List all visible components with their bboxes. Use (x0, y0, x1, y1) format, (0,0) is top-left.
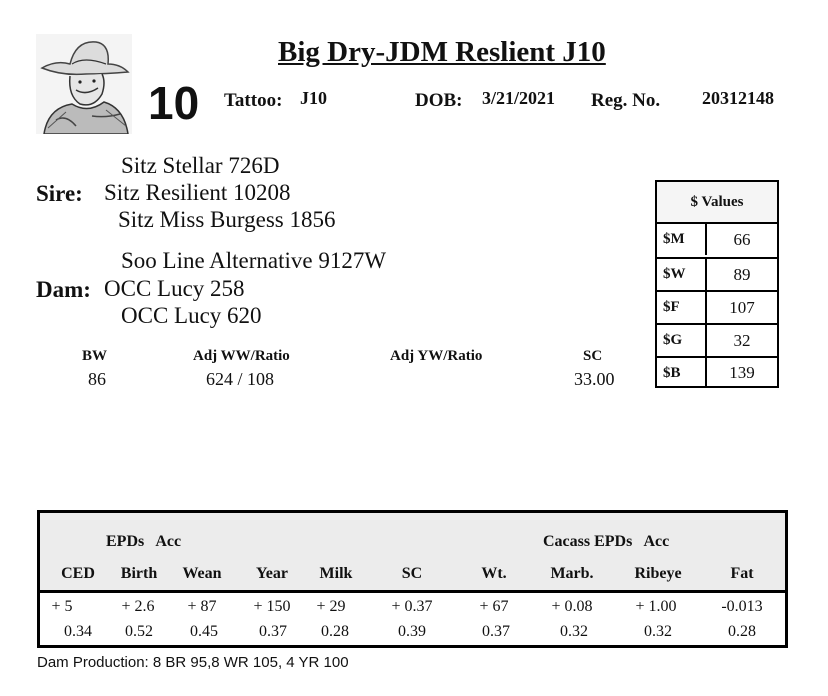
epd-accuracy: 0.37 (482, 623, 510, 640)
lot-number: 10 (148, 77, 200, 129)
epd-value: + 0.08 (551, 598, 593, 615)
reg-no-value: 20312148 (702, 88, 774, 108)
epd-value: + 29 (316, 598, 346, 615)
sire-name: Sitz Resilient 10208 (104, 180, 291, 205)
dollar-value-label: $B (657, 358, 707, 388)
dollar-values-title: $ Values (657, 182, 777, 224)
epd-column-header: Wt. (481, 565, 507, 582)
dollar-value-value: 66 (733, 229, 751, 249)
dollar-value-label: $M (657, 224, 707, 255)
epd-accuracy: 0.45 (190, 623, 218, 640)
dollar-value-row (657, 257, 777, 290)
sc-value: 33.00 (574, 369, 615, 389)
sire-dam-name: Sitz Miss Burgess 1856 (118, 207, 336, 232)
epd-accuracy: 0.32 (560, 623, 588, 640)
dollar-value-row (657, 224, 777, 257)
dollar-value-label: $W (657, 259, 707, 290)
dollar-value-label: $G (657, 325, 707, 356)
epd-accuracy: 0.52 (125, 623, 153, 640)
dollar-value-value: 89 (733, 264, 751, 284)
epd-column-header: CED (61, 565, 95, 582)
dam-name: OCC Lucy 258 (104, 276, 245, 301)
adj-ww-header: Adj WW/Ratio (193, 348, 290, 364)
cowboy-logo (36, 34, 132, 134)
epd-accuracy: 0.37 (259, 623, 287, 640)
epd-value: + 0.37 (391, 598, 433, 615)
dollar-value-value: 139 (729, 363, 755, 382)
dollar-value-row (657, 290, 777, 323)
sc-header: SC (583, 348, 603, 364)
epd-accuracy: 0.34 (64, 623, 92, 640)
adj-ww-value: 624 / 108 (206, 369, 275, 389)
epd-accuracy: 0.28 (321, 623, 349, 640)
epd-column-header: Birth (120, 565, 158, 582)
epd-table (37, 510, 788, 648)
sire-label: Sire: (36, 181, 83, 206)
epd-column-header: Marb. (550, 565, 594, 582)
reg-no-label: Reg. No. (591, 90, 661, 111)
bw-header: BW (82, 348, 108, 364)
dob-label: DOB: (415, 90, 463, 111)
epd-column-header: Year (256, 565, 288, 582)
epd-accuracy: 0.28 (728, 623, 756, 640)
epd-value: + 2.6 (121, 598, 155, 615)
dob-value: 3/21/2021 (482, 88, 556, 108)
epd-column-header: SC (401, 565, 423, 582)
dollar-value-value: 32 (733, 330, 751, 350)
epd-value: + 1.00 (635, 598, 677, 615)
epd-column-header: Wean (182, 565, 222, 582)
tattoo-value: J10 (300, 88, 327, 108)
tattoo-label: Tattoo: (224, 90, 283, 111)
carcass-epd-group-label: Cacass EPDs Acc (543, 533, 670, 550)
epd-group-label: EPDs Acc (106, 533, 182, 550)
dollar-value-row (657, 323, 777, 356)
dam-dam-name: OCC Lucy 620 (121, 303, 262, 328)
dollar-value-row (657, 356, 777, 386)
epd-column-header: Ribeye (634, 565, 682, 582)
epd-value: -0.013 (721, 598, 763, 615)
epd-table-header (40, 513, 785, 593)
epd-value: + 87 (187, 598, 217, 615)
epd-value: + 150 (253, 598, 291, 615)
dollar-values-table (655, 180, 779, 388)
dam-production-note: Dam Production: 8 BR 95,8 WR 105, 4 YR 100 (37, 654, 349, 671)
sire-sire-name: Sitz Stellar 726D (121, 153, 280, 178)
adj-yw-header: Adj YW/Ratio (390, 348, 483, 364)
epd-value: + 67 (479, 598, 509, 615)
epd-accuracy: 0.39 (398, 623, 426, 640)
dollar-value-label: $F (657, 292, 707, 323)
bw-value: 86 (88, 369, 106, 389)
dam-sire-name: Soo Line Alternative 9127W (121, 248, 387, 273)
animal-name-title: Big Dry-JDM Reslient J10 (278, 36, 606, 68)
epd-column-header: Fat (730, 565, 754, 582)
dollar-value-value: 107 (729, 297, 755, 317)
epd-column-header: Milk (319, 565, 353, 582)
epd-accuracy: 0.32 (644, 623, 672, 640)
epd-value: + 5 (51, 598, 73, 615)
dam-label: Dam: (36, 277, 91, 302)
